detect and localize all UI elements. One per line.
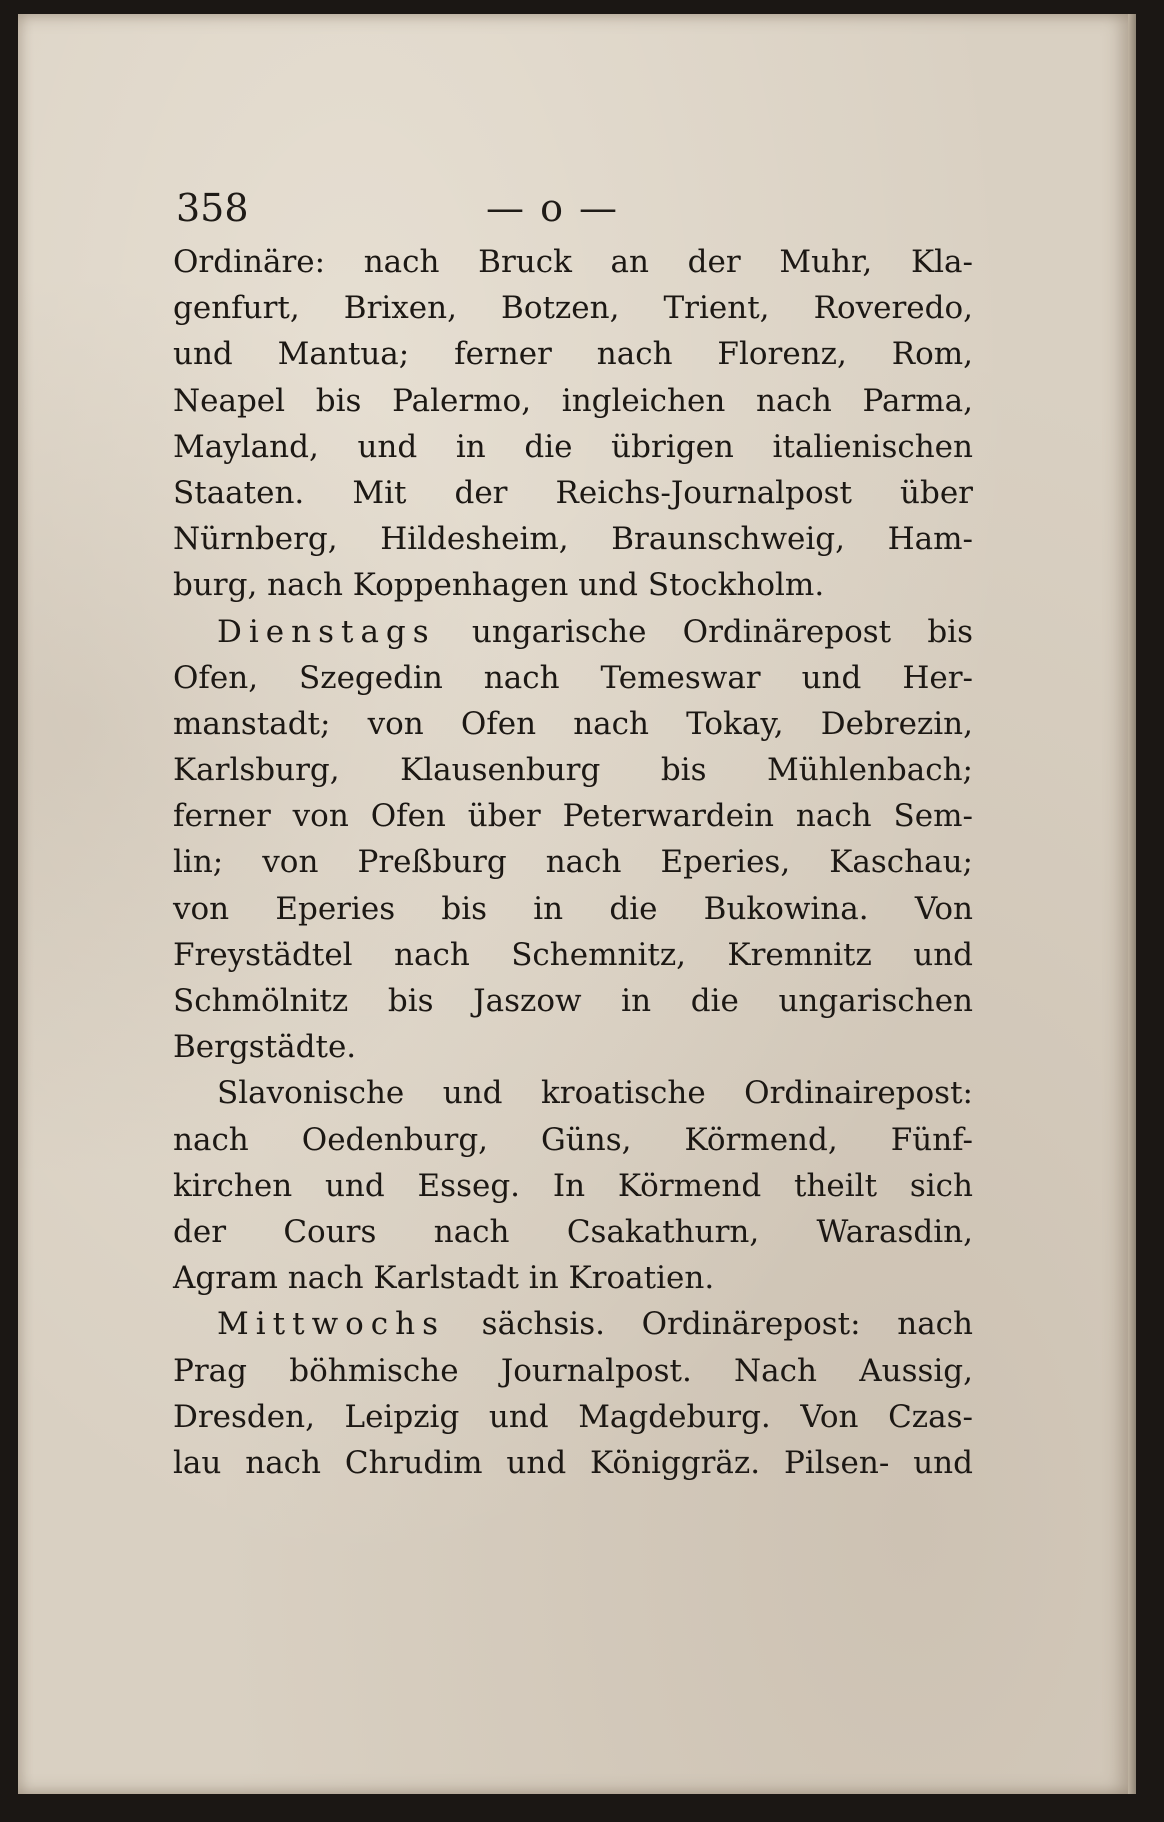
text-line: der Cours nach Csakathurn, Warasdin, bbox=[173, 1213, 973, 1250]
page-edge-shadow bbox=[1128, 14, 1136, 1794]
text-line: Karlsburg, Klausenburg bis Mühlenbach; bbox=[173, 752, 973, 789]
text-line: ferner von Ofen über Peterwardein nach Sem- bbox=[173, 798, 973, 835]
text-line: Prag böhmische Journalpost. Nach Aussig, bbox=[173, 1352, 973, 1389]
text-line-rest: ungarische Ordinärepost bis bbox=[435, 613, 973, 650]
text-line: Ofen, Szegedin nach Temeswar und Her- bbox=[173, 659, 973, 696]
text-line: Schmölnitz bis Jaszow in die ungarischen bbox=[173, 983, 973, 1019]
text-line bbox=[173, 609, 973, 655]
page-header bbox=[176, 186, 976, 236]
text-line: Agram nach Karlstadt in Kroatien. bbox=[173, 1260, 715, 1297]
text-line: Slavonische und kroatische Ordinairepost: bbox=[217, 1075, 973, 1112]
paragraph-lead-word: Dienstags bbox=[217, 613, 436, 650]
text-line bbox=[173, 1301, 973, 1347]
book-page bbox=[18, 14, 1136, 1794]
text-line: nach Oedenburg, Güns, Körmend, Fünf- bbox=[173, 1121, 973, 1158]
text-line: lau nach Chrudim und Königgräz. Pilsen- und bbox=[173, 1444, 973, 1481]
text-line: lin; von Preßburg nach Eperies, Kaschau; bbox=[173, 844, 973, 881]
text-line: Nürnberg, Hildesheim, Braunschweig, Ham- bbox=[173, 521, 973, 558]
header-ornament: — o — bbox=[486, 186, 620, 230]
text-line-rest: sächsis. Ordinärepost: nach bbox=[445, 1306, 973, 1343]
text-line: Mayland, und in die übrigen italienischen bbox=[173, 428, 973, 465]
text-line: burg, nach Koppenhagen und Stockholm. bbox=[173, 567, 825, 604]
text-line: Dresden, Leipzig und Magdeburg. Von Czas- bbox=[173, 1398, 973, 1435]
text-line: genfurt, Brixen, Botzen, Trient, Roveredo, bbox=[173, 290, 973, 327]
text-line: Staaten. Mit der Reichs-Journalpost über bbox=[173, 474, 973, 511]
text-line: Ordinäre: nach Bruck an der Muhr, Kla- bbox=[173, 244, 973, 280]
text-line: Bergstädte. bbox=[173, 1029, 357, 1066]
text-line: von Eperies bis in die Bukowina. Von bbox=[173, 890, 973, 927]
text-line: Freystädtel nach Schemnitz, Kremnitz und bbox=[173, 936, 973, 973]
text-line: Neapel bis Palermo, ingleichen nach Parma, bbox=[173, 382, 973, 419]
text-line: und Mantua; ferner nach Florenz, Rom, bbox=[173, 336, 973, 373]
text-line: kirchen und Esseg. In Körmend theilt sich bbox=[173, 1167, 973, 1204]
text-line: manstadt; von Ofen nach Tokay, Debrezin, bbox=[173, 705, 973, 742]
body-text bbox=[173, 239, 973, 1486]
paragraph-lead-word: Mittwochs bbox=[217, 1306, 446, 1343]
page-number: 358 bbox=[176, 186, 249, 230]
